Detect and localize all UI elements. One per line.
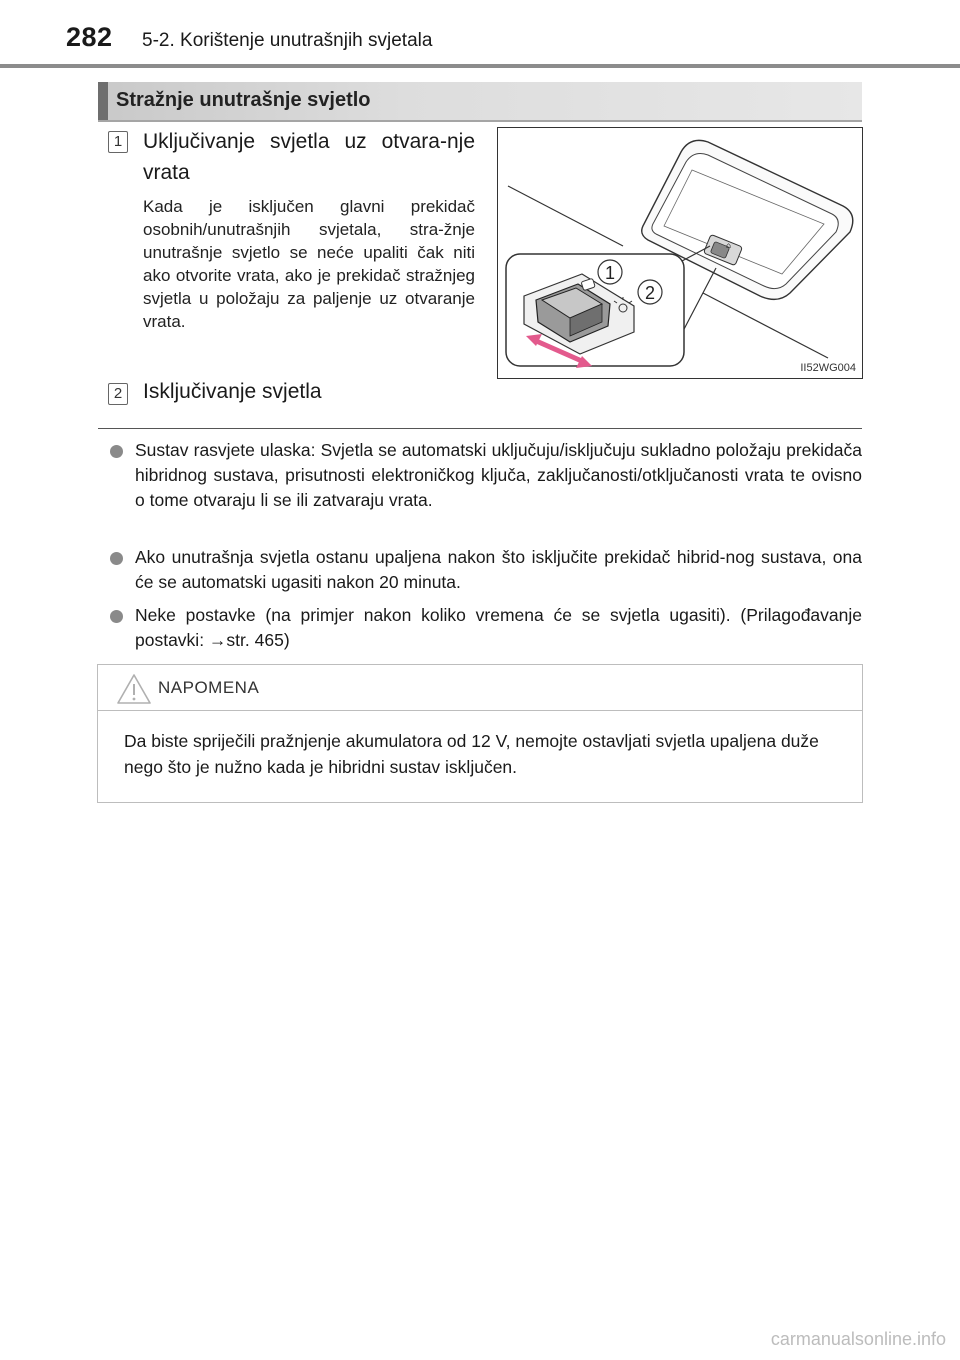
bullet-item (110, 438, 862, 513)
image-code: II52WG004 (800, 362, 856, 374)
bullet-text: Sustav rasvjete ulaska: Svjetla se automatski uključuju/isključuju sukladno položaju prekidača hibridnog sustava, prisutnosti elektroničkog ključa, zaključanosti/otključanosti vrata te ovisno o tome otvaraju li se ili zatvaraju vrata. (135, 440, 862, 510)
watermark: carmanualsonline.info (770, 1329, 946, 1349)
bullet-dot-icon (110, 552, 123, 565)
bullet-text: Ako unutrašnja svjetla ostanu upaljena nakon što isključite prekidač hibrid-nog sustava, ona će se automatski ugasiti nakon 20 minuta. (135, 547, 862, 592)
notice-title: NAPOMENA (158, 678, 260, 697)
callout-2-label: 2 (644, 283, 656, 303)
item-1-description: Kada je isključen glavni prekidač osobnih/unutrašnjih svjetala, stra-žnje unutrašnje svjetlo se neće upaliti čak niti ako otvorite vrata, ako je prekidač stražnjeg svjetla u položaju za paljenje uz otvaranje vrata. (143, 197, 475, 331)
item-1-title: Uključivanje svjetla uz otvara-nje vrata (143, 130, 475, 184)
callout-1-label: 1 (604, 263, 616, 283)
svg-text:⌂: ⌂ (726, 241, 732, 250)
notice-box (97, 664, 863, 803)
notice-text: Da biste spriječili pražnjenje akumulatora od 12 V, nemojte ostavljati svjetla upaljena duže nego što je nužno kada je hibridni sustav isključen. (124, 731, 819, 777)
bullet-item (110, 603, 862, 653)
bullet-text: Neke postavke (na primjer nakon koliko vremena će se svjetla ugasiti). (Prilagođavanje postavki: →str. 465) (135, 605, 862, 650)
chapter-title: 5-2. Korištenje unutrašnjih svjetala (142, 30, 433, 51)
header-rule (0, 64, 960, 68)
bullet-dot-icon (110, 610, 123, 623)
page-number: 282 (66, 22, 113, 52)
section-banner-bar (98, 82, 108, 120)
rear-light-illustration (497, 127, 863, 379)
section-banner (98, 82, 862, 122)
bullet-dot-icon (110, 445, 123, 458)
rear-interior-light-drawing (498, 128, 862, 378)
notice-header (98, 665, 862, 711)
warning-triangle-icon (115, 672, 153, 706)
section-title: Stražnje unutrašnje svjetlo (116, 89, 371, 111)
item-2-number-badge: 2 (108, 383, 128, 405)
item-1-number-badge: 1 (108, 131, 128, 153)
section-divider (98, 428, 862, 429)
item-2-title: Isključivanje svjetla (143, 380, 322, 403)
bullet-item (110, 545, 862, 595)
